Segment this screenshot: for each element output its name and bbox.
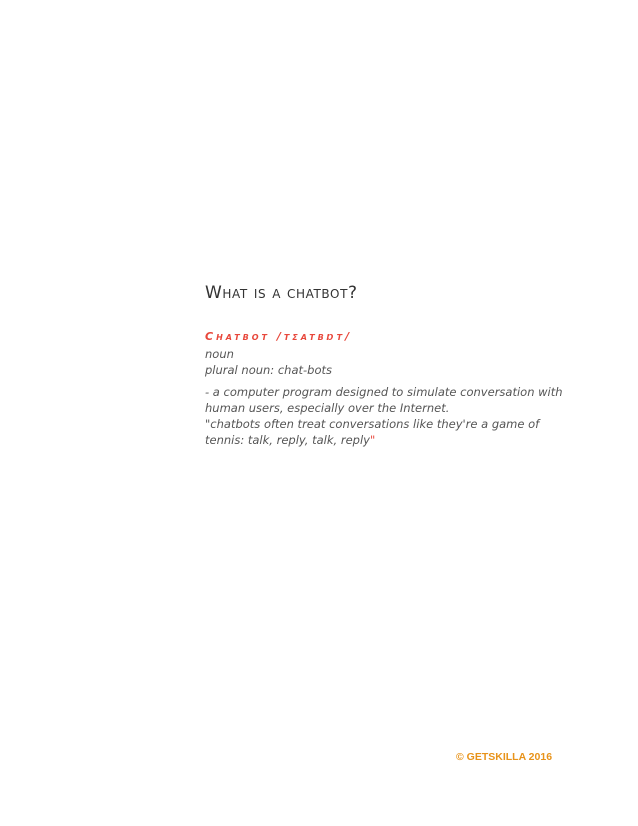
definition-line-2: human users, especially over the Internet. <box>205 401 450 415</box>
page-title: What is a chatbot? <box>205 283 358 303</box>
example-line-2 <box>205 432 375 448</box>
example-line-2-text: tennis: talk, reply, talk, reply <box>205 433 370 447</box>
plural-form: plural noun: chat-bots <box>205 363 332 377</box>
headword: Chatbot /tʃatbɒt/ <box>205 330 353 343</box>
example-line-1: "chatbots often treat conversations like they're a game of <box>205 417 540 431</box>
copyright-footer: © GETSKILLA 2016 <box>456 751 553 763</box>
example-closing-quote: " <box>369 433 376 447</box>
definition-line-1: - a computer program designed to simulate conversation with <box>205 385 563 399</box>
part-of-speech: noun <box>205 347 234 361</box>
